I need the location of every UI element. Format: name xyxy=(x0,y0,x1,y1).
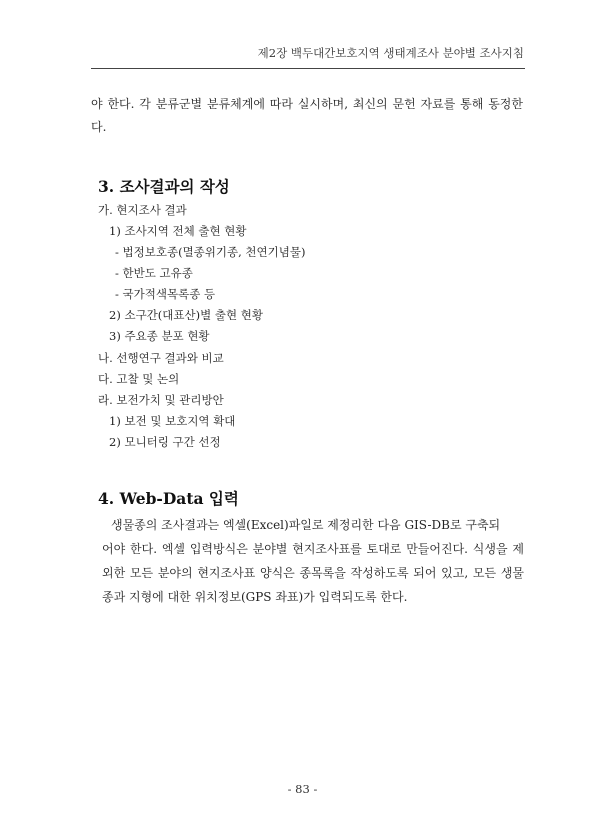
outline-item: 1) 조사지역 전체 출현 현황 xyxy=(109,224,247,238)
section-3-title: 3. 조사결과의 작성 xyxy=(98,177,230,196)
outline-item: 가. 현지조사 결과 xyxy=(98,203,187,217)
intro-paragraph: 야 한다. 각 분류군별 분류체계에 따라 실시하며, 최신의 문헌 자료를 통해 동정한다. xyxy=(91,97,523,134)
outline-item: 1) 보전 및 보호지역 확대 xyxy=(109,414,236,428)
section-4-title: 4. Web-Data 입력 xyxy=(98,489,239,508)
section-4-paragraph xyxy=(102,513,524,609)
outline-item: - 한반도 고유종 xyxy=(115,266,193,280)
outline-item: 라. 보전가치 및 관리방안 xyxy=(98,393,224,407)
section-4-paragraph-rest: 어야 한다. 엑셀 입력방식은 분야별 현지조사표를 토대로 만들어진다. 식생을 제외한 모든 분야의 현지조사표 양식은 종목록을 작성하도록 되어 있고, 모든 생물종과 지형에 대한 위치정보(GPS 좌표)가 입력되도록 한다. xyxy=(102,542,524,604)
header-divider xyxy=(91,68,525,69)
page-number: - 83 - xyxy=(287,782,318,796)
outline-item: 2) 소구간(대표산)별 출현 현황 xyxy=(109,308,263,322)
outline-item: 3) 주요종 분포 현황 xyxy=(109,329,210,343)
outline-item: - 법정보호종(멸종위기종, 천연기념물) xyxy=(115,245,306,259)
running-header: 제2장 백두대간보호지역 생태계조사 분야별 조사지침 xyxy=(257,46,524,60)
outline-item: 2) 모니터링 구간 선정 xyxy=(109,435,221,449)
outline-item: - 국가적색목록종 등 xyxy=(115,287,216,301)
section-4-paragraph-first-line: 생물종의 조사결과는 엑셀(Excel)파일로 제정리한 다음 GIS-DB로 구축되 xyxy=(111,518,501,532)
outline-item: 나. 선행연구 결과와 비교 xyxy=(98,351,224,365)
outline-item: 다. 고찰 및 논의 xyxy=(98,372,180,386)
